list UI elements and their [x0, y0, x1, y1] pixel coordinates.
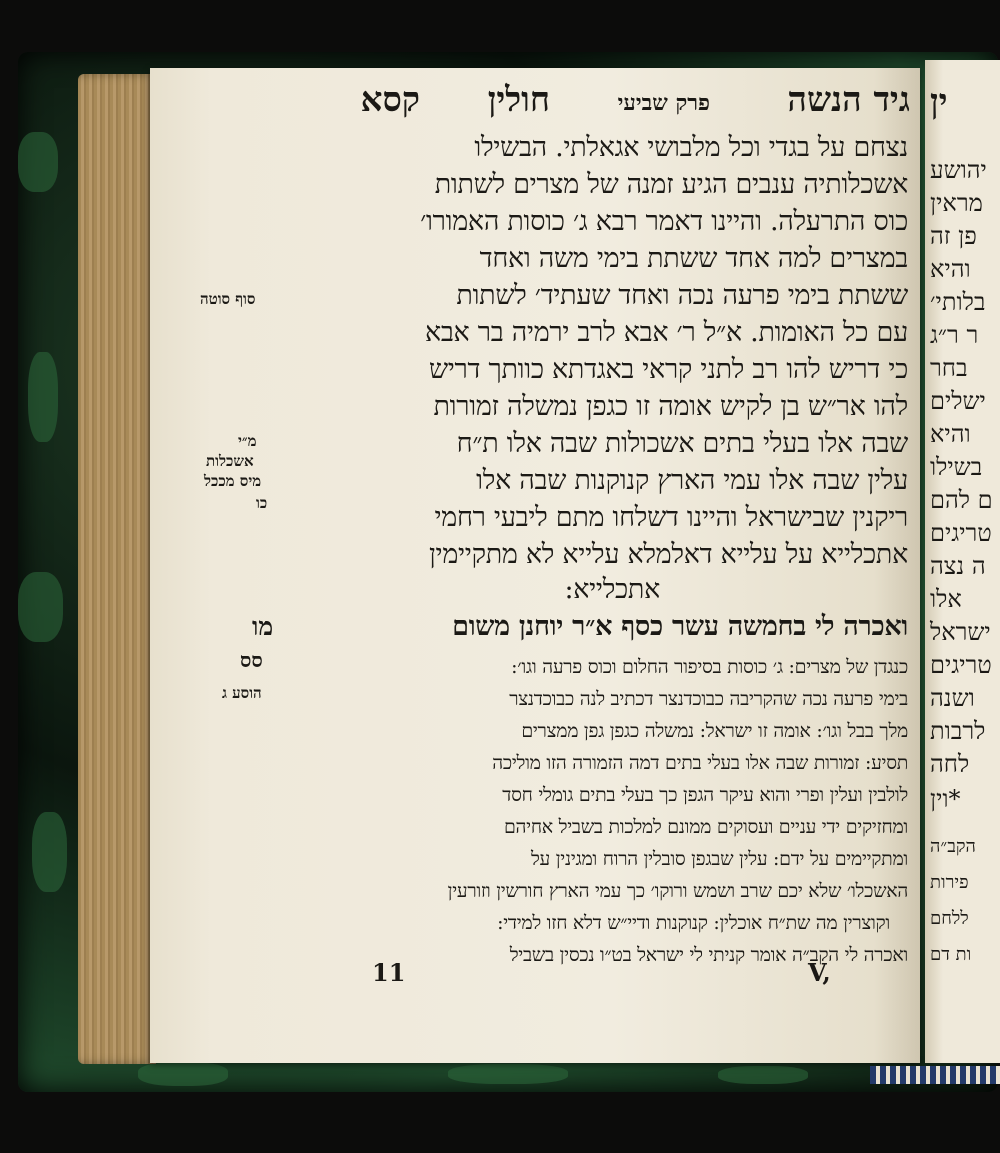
commentary-line-3: מלך בבל וגו׳: אומה זו ישראל: נמשלה כגפן גפן ממצרים: [521, 720, 908, 742]
margin-note: מו: [252, 612, 274, 641]
commentary-line-1: כנגדן של מצרים: ג׳ כוסות בסיפור החלום וכוס פרעה וגו׳:: [511, 656, 908, 678]
next-page-line: ושנה: [930, 684, 975, 712]
commentary-line-8: האשכלו׳ שלא יכם שרב ושמש ורוקו׳ כך עמי הארץ חורשין וזורעין: [447, 880, 908, 902]
next-page-line: בלותי׳: [930, 288, 986, 316]
margin-note: סס: [240, 648, 263, 672]
next-page-line: *וין: [930, 785, 961, 813]
margin-note: מיס מככל: [204, 472, 262, 490]
next-page-line: בשילו: [930, 453, 983, 481]
margin-note: מ״י: [238, 432, 257, 450]
signature-right: V,: [808, 958, 831, 987]
main-line-5: ששתת בימי פרעה נכה ואחד שעתיד׳ לשתות: [456, 280, 908, 311]
next-page-line: בחר: [930, 354, 968, 382]
main-line-14: ואכרה לי בחמשה עשר כסף א״ר יוחנן משום: [452, 611, 908, 642]
margin-note: הוסע ג: [222, 684, 262, 702]
next-page-line: ם להם: [930, 486, 993, 514]
main-line-11: ריקנין שבישראל והיינו דשלחו מתם ליבעי רחמי: [434, 502, 908, 533]
next-page-line: טריגים: [930, 519, 992, 547]
main-line-12: אתכלייא על עלייא דאלמלא עלייא לא מתקיימין: [428, 539, 908, 570]
signature-left: 11: [372, 958, 406, 987]
commentary-line-6: ומחזיקים ידי עניים ועסוקים ממונם למלכות בשביל אחיהם: [503, 816, 908, 838]
commentary-line-10: ואכרה לי הקב״ה אומר קניתי לי ישראל בט״ו נכסין בשביל: [509, 944, 908, 966]
main-line-7: כי דריש להו רב לתני קראי באגדתא כוותך דריש: [428, 354, 908, 385]
main-line-3: כוס התרעלה. והיינו דאמר רבא ג׳ כוסות האמורו׳: [420, 206, 908, 237]
next-page-line: הקב״ה: [930, 836, 976, 857]
chapter-title: גיד הנשה: [787, 80, 910, 120]
page-edges: [78, 74, 156, 1064]
next-page-line: ין: [930, 82, 948, 122]
commentary-line-7: ומתקיימים על ידם: עלין שבגפן סובלין הרוח ומגינין על: [530, 848, 908, 870]
next-page-line: והיא: [930, 420, 971, 448]
margin-note: סוף סוטה: [200, 290, 256, 308]
bookmark-ribbon: [870, 1066, 1000, 1084]
main-line-13: אתכלייא:: [564, 574, 660, 605]
next-page-line: לחה: [930, 750, 970, 778]
next-page-line: פן זה: [930, 222, 977, 250]
next-page-line: לרבות: [930, 717, 986, 745]
margin-note: כו: [256, 494, 268, 512]
main-line-6: עם כל האומות. א״ל ר׳ אבא לרב ירמיה בר אבא: [424, 317, 908, 348]
next-page-line: טריגים: [930, 651, 992, 679]
chapter-label: פרק שביעי: [617, 90, 710, 116]
commentary-line-2: בימי פרעה נכה שהקריבה כבוכדנצר דכתיב לנה כבוכדנצר: [509, 688, 908, 710]
next-page-line: ר ר״ג: [930, 321, 979, 349]
commentary-line-4: תסיע: זמורות שבה אלו בעלי בתים דמה הזמורה הזו מוליכה: [492, 752, 908, 774]
next-page-line: אלו: [930, 585, 962, 613]
page-number: קסא: [360, 80, 420, 120]
next-page-line: פירות: [930, 872, 969, 893]
next-page-line: והיא: [930, 255, 971, 283]
tractate-name: חולין: [487, 80, 550, 120]
commentary-line-9: וקוצרין מה שת״ח אוכלין: קנוקנות ודיי״ש דלא חזו למידי:: [497, 912, 890, 934]
main-line-2: אשכלותיה ענבים הגיע זמנה של מצרים לשתות: [434, 169, 908, 200]
commentary-line-5: לולבין ועלין ופרי והוא עיקר הגפן כך בעלי בתים גומלי חסד: [502, 784, 908, 806]
main-line-1: נצחם על בגדי וכל מלבושי אגאלתי. הבשילו: [474, 132, 908, 163]
main-line-10: עלין שבה אלו עמי הארץ קנוקנות שבה אלו: [476, 465, 908, 496]
next-page-line: ישלים: [930, 387, 986, 415]
main-line-9: שבה אלו בעלי בתים אשכולות שבה אלו ת״ח: [456, 428, 908, 459]
next-page-line: ללחם: [930, 908, 969, 929]
main-line-8: להו אר״ש בן לקיש אומה זו כגפן נמשלה זמורות: [433, 391, 908, 422]
next-page-line: ות דם: [930, 944, 972, 965]
next-page-line: יהושע: [930, 156, 987, 184]
next-page-line: ישראל: [930, 618, 991, 646]
margin-note: אשכלות: [206, 452, 254, 470]
main-line-4: במצרים למה אחד ששתת בימי משה ואחד: [479, 243, 908, 274]
next-page-line: ה נצה: [930, 552, 986, 580]
next-page-line: מראין: [930, 189, 983, 217]
